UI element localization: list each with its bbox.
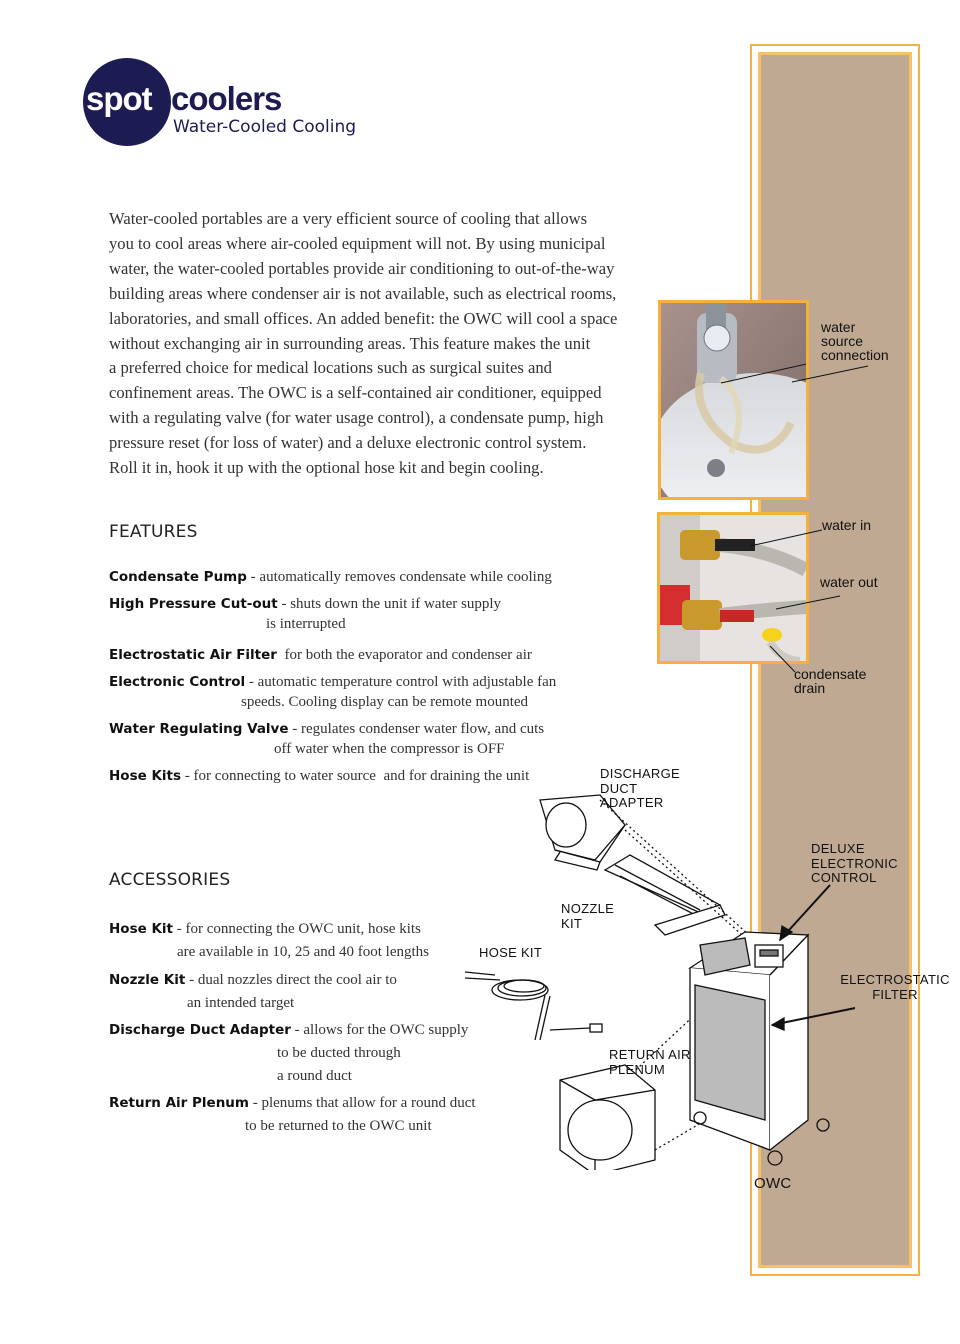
label-line: FILTER	[872, 986, 918, 1002]
accessory-desc: - plenums that allow for a round duct	[248, 1095, 476, 1111]
hose-kit-label: HOSE KIT	[479, 945, 543, 960]
feature-item	[109, 567, 552, 587]
intro-line: water, the water-cooled portables provide air conditioning to out-of-the-way	[109, 258, 615, 278]
intro-line: confinement areas. The OWC is a self-contained air conditioner, equipped	[109, 383, 602, 403]
logo-coolers-text: coolers	[171, 80, 282, 117]
feature-item	[109, 672, 556, 692]
accessory-desc-cont: an intended target	[187, 995, 295, 1011]
label-line: ELECTRONIC	[811, 855, 898, 871]
label-line: KIT	[561, 915, 583, 931]
label-line: DUCT	[600, 780, 638, 796]
label-line: CONTROL	[811, 870, 877, 885]
label-line: DISCHARGE	[600, 766, 680, 781]
accessory-desc-cont: a round duct	[277, 1068, 352, 1084]
label-line: ELECTROSTATIC	[840, 972, 950, 987]
accessories-heading: ACCESSORIES	[109, 870, 231, 890]
owc-label: OWC	[754, 1175, 792, 1192]
label-line: drain	[794, 680, 826, 696]
feature-desc-cont: speeds. Cooling display can be remote mounted	[241, 694, 529, 710]
deluxe-control-label	[811, 842, 898, 886]
label-line: condensate	[794, 666, 867, 682]
feature-desc: - automatically removes condensate while cooling	[246, 569, 552, 585]
electrostatic-filter-label	[840, 973, 950, 1002]
label-line: connection	[821, 347, 889, 363]
feature-name: Condensate Pump	[109, 569, 247, 585]
connections-leader-lines	[740, 524, 880, 674]
water-source-photo	[658, 300, 809, 500]
accessory-item	[109, 1020, 468, 1040]
feature-name: Hose Kits	[109, 768, 182, 784]
label-line: ADAPTER	[600, 795, 664, 810]
label-line: DELUXE	[811, 841, 865, 856]
accessory-desc-cont: to be ducted through	[277, 1045, 401, 1061]
feature-desc: - automatic temperature control with adjustable fan	[245, 674, 557, 690]
feature-desc: - regulates condenser water flow, and cuts	[288, 721, 545, 737]
accessory-name: Nozzle Kit	[109, 972, 186, 988]
feature-desc: - for connecting to water source and for draining the unit	[181, 768, 530, 784]
faucet-illustration	[661, 303, 806, 497]
feature-name: Water Regulating Valve	[109, 721, 289, 737]
accessory-desc-cont: to be returned to the OWC unit	[245, 1118, 432, 1134]
intro-paragraph	[109, 207, 649, 481]
label-line: NOZZLE	[561, 901, 615, 916]
accessory-item	[109, 1093, 476, 1113]
label-line: source	[821, 333, 864, 349]
intro-line: you to cool areas where air-cooled equipment will not. By using municipal	[109, 233, 606, 253]
feature-desc: for both the evaporator and condenser air	[276, 647, 532, 663]
accessory-name: Discharge Duct Adapter	[109, 1022, 291, 1038]
feature-desc-cont: is interrupted	[266, 616, 346, 632]
feature-name: Electronic Control	[109, 674, 246, 690]
accessory-desc: - for connecting the OWC unit, hose kits	[173, 921, 421, 937]
label-line: PLENUM	[609, 1061, 665, 1077]
intro-line: without exchanging air in surrounding areas. This feature makes the unit	[109, 333, 591, 353]
logo-spot-text: spot	[86, 80, 152, 117]
intro-line: Water-cooled portables are a very efficient source of cooling that allows	[109, 209, 588, 228]
accessory-desc: - allows for the OWC supply	[290, 1022, 469, 1038]
water-source-label	[821, 320, 889, 362]
feature-name: Electrostatic Air Filter	[109, 647, 277, 663]
accessory-desc-cont: are available in 10, 25 and 40 foot lengths	[177, 944, 430, 960]
feature-item	[109, 719, 544, 739]
owc-unit-diagram	[455, 770, 855, 1170]
nozzle-kit-label	[561, 902, 614, 931]
discharge-duct-label	[600, 767, 680, 811]
return-air-plenum-label	[609, 1048, 691, 1077]
water-source-leader-line	[790, 360, 870, 390]
intro-line: laboratories, and small offices. An added benefit: the OWC will cool a space	[109, 308, 618, 328]
feature-item	[109, 594, 501, 614]
feature-item	[109, 645, 532, 665]
features-heading: FEATURES	[109, 522, 198, 542]
accessory-name: Hose Kit	[109, 921, 174, 937]
label-line: water	[821, 319, 856, 335]
feature-desc: - shuts down the unit if water supply	[277, 596, 502, 612]
feature-name: High Pressure Cut-out	[109, 596, 278, 612]
intro-line: with a regulating valve (for water usage control), a condensate pump, high	[109, 408, 604, 428]
feature-desc-cont: off water when the compressor is OFF	[274, 741, 505, 757]
label-line: RETURN AIR	[609, 1047, 691, 1062]
logo-tagline: Water-Cooled Cooling	[173, 117, 357, 137]
accessory-name: Return Air Plenum	[109, 1095, 249, 1111]
accessory-desc: - dual nozzles direct the cool air to	[185, 972, 397, 988]
accessory-item	[109, 970, 397, 990]
water-in-label: water in	[822, 517, 872, 533]
intro-line: building areas where condenser air is not available, such as electrical rooms,	[109, 283, 617, 303]
intro-line: Roll it in, hook it up with the optional hose kit and begin cooling.	[109, 458, 544, 478]
intro-line: a preferred choice for medical locations such as surgical suites and	[109, 358, 552, 378]
accessory-item	[109, 919, 421, 939]
intro-line: pressure reset (for loss of water) and a deluxe electronic control system.	[109, 433, 587, 453]
water-out-label: water out	[820, 574, 878, 590]
